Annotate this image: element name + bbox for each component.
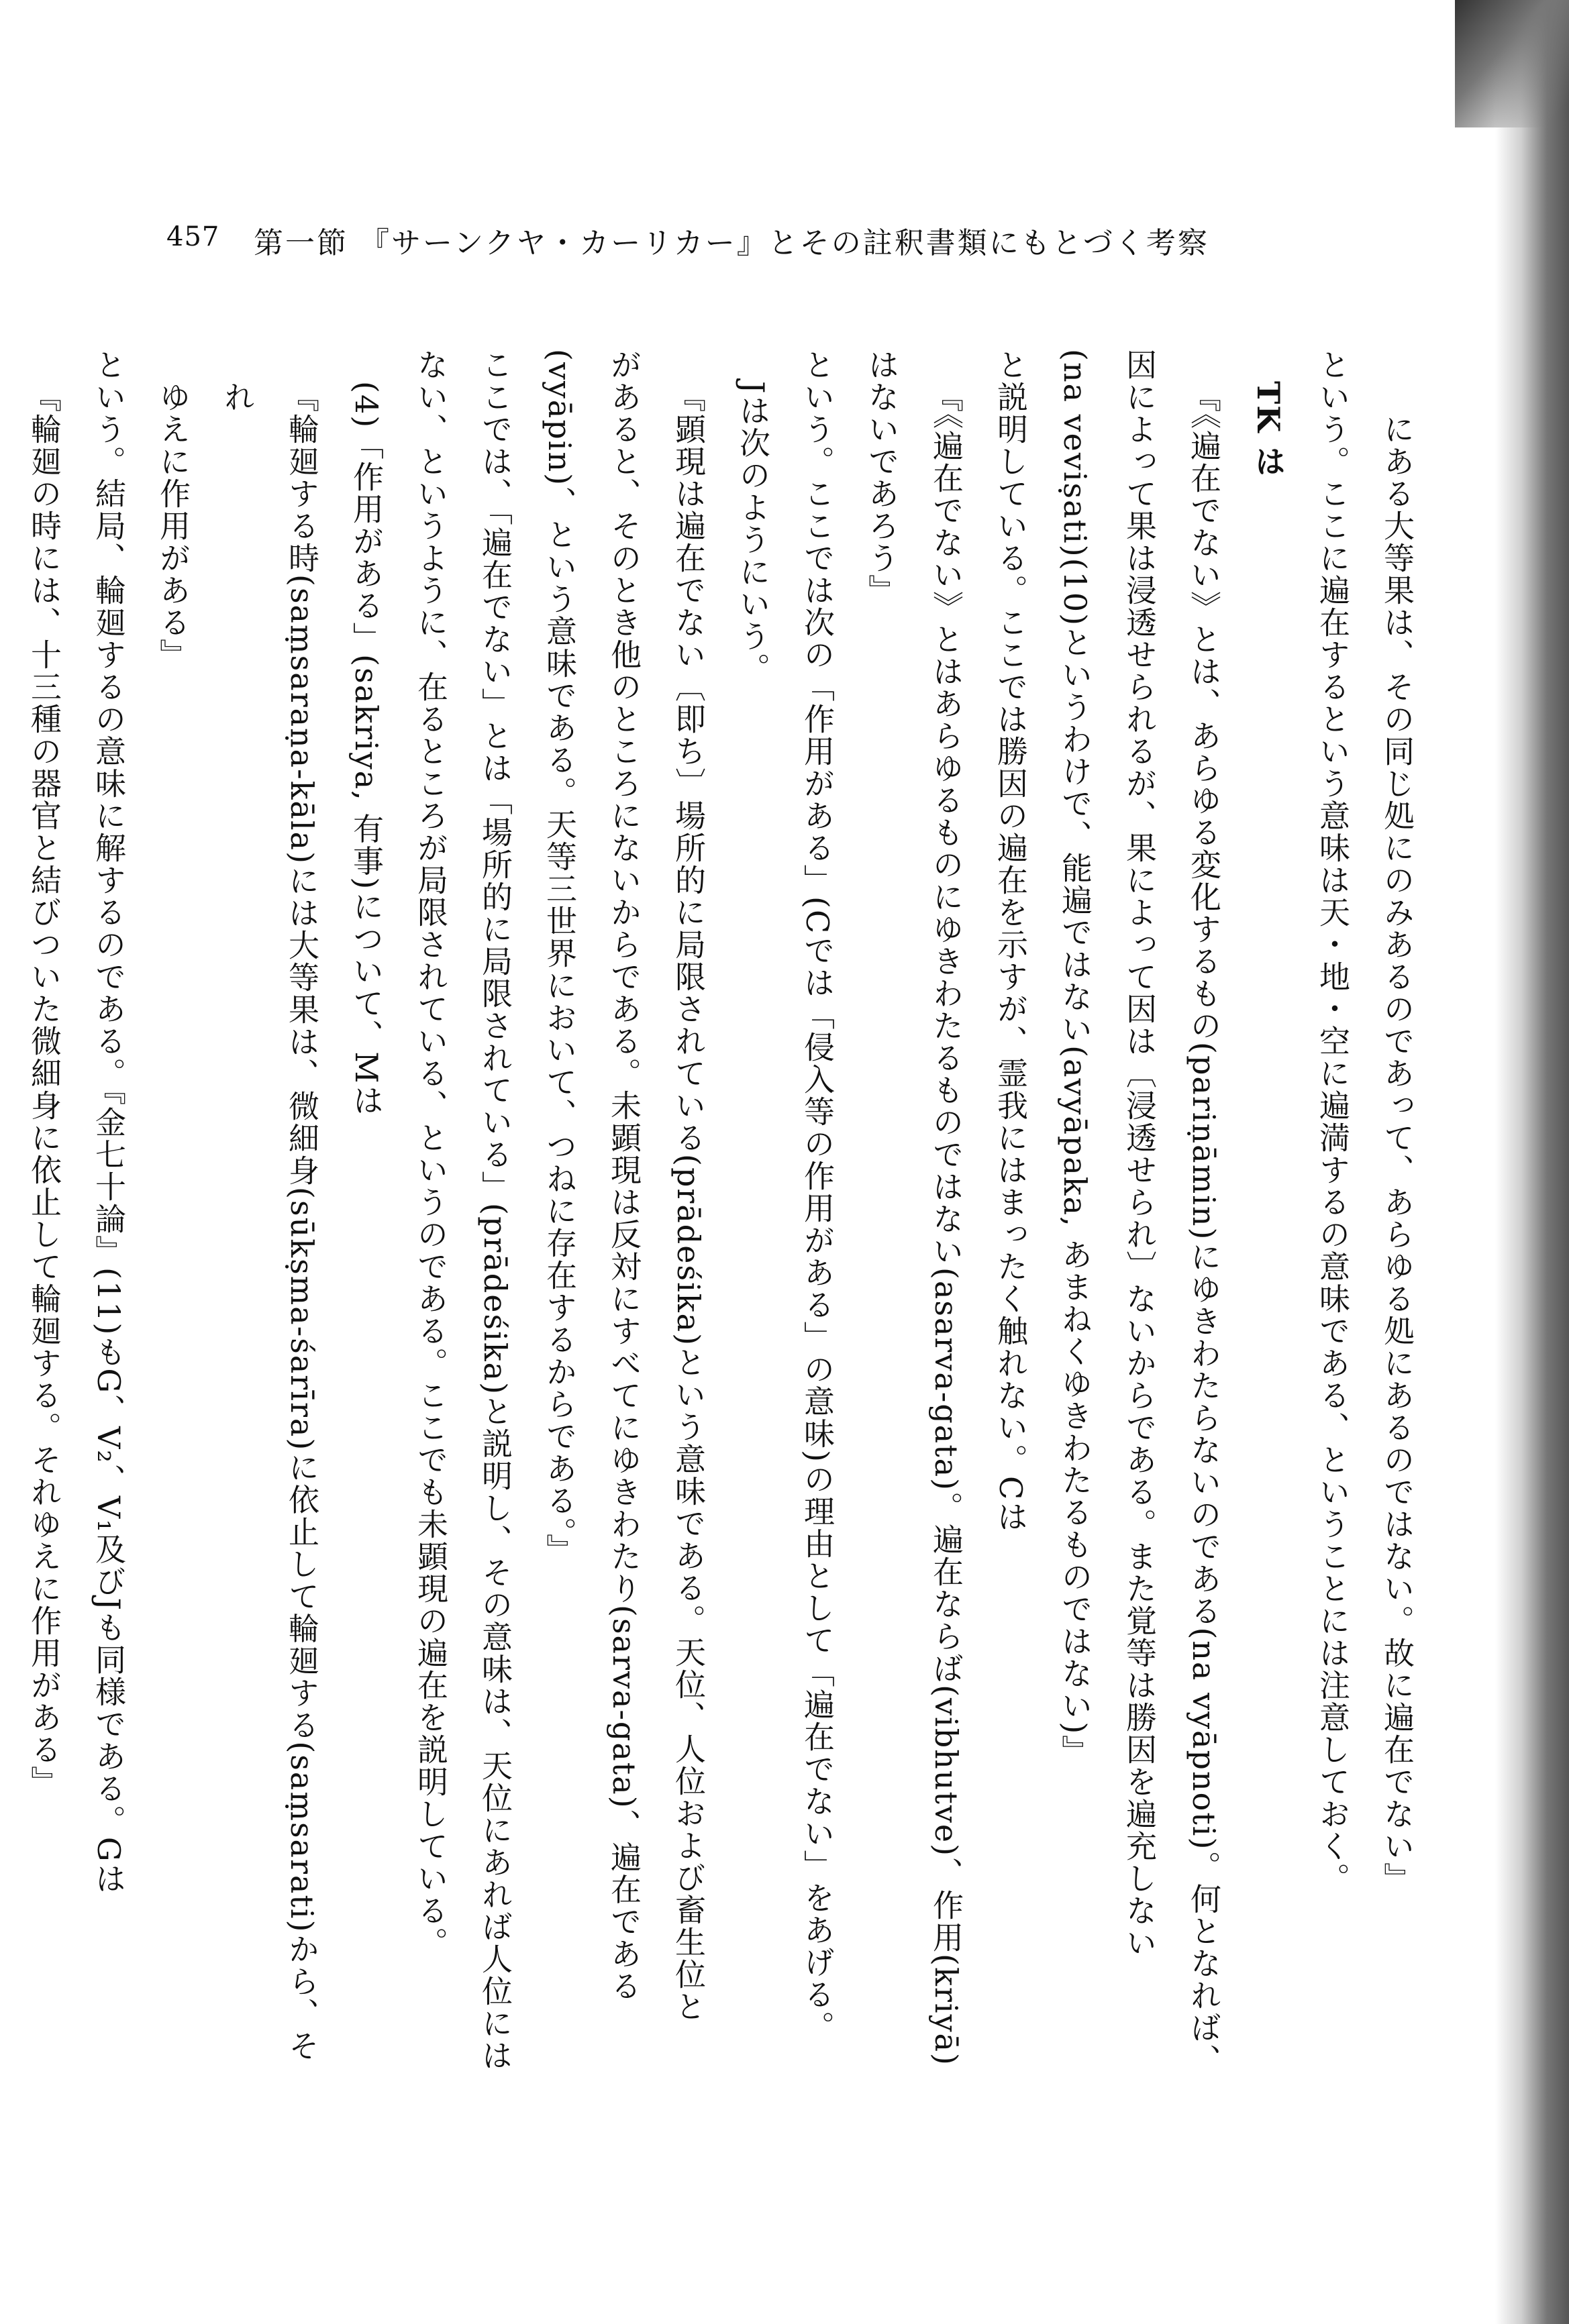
page-number: 457 <box>166 221 220 252</box>
text-line: 『輪廻の時には、十三種の器官と結びついた微細身に依止して輪廻する。それゆえに作用がある』 <box>26 381 62 1798</box>
text-line: ゆえに作用がある』 <box>155 381 191 671</box>
text-line: 『《遍在でない》とは、あらゆる変化するもの(pariṇāmin)にゆきわたらないのである(na vyāpnoti)。何となれば、 <box>1186 381 1222 2076</box>
text-line: Jは次のようにいう。 <box>735 381 771 685</box>
text-line: TK は <box>1250 381 1286 478</box>
text-line: (4)「作用がある」(sakriya, 有事)について、Mは <box>348 381 385 1117</box>
text-line: があると、そのとき他のところにないからである。未顕現は反対にすべてにゆきわたり(sarva-gata)、遍在である <box>606 349 642 2003</box>
text-line <box>0 349 12 2093</box>
text-line: という。ここに遍在するという意味は天・地・空に遍満するの意味である、ということには注意しておく。 <box>1315 349 1351 1895</box>
vertical-body-text <box>26 349 1429 2093</box>
running-head: 第一節 『サーンクヤ・カーリカー』とその註釈書類にもとづく考察 <box>254 226 1209 260</box>
text-line: 『顕現は遍在でない〔即ち〕場所的に局限されている(prādeśika)という意味である。天位、人位および畜生位と <box>670 381 707 2023</box>
text-line: ここでは、「遍在でない」とは「場所的に局限されている」(prādeśika)と説明し、その意味は、天位にあれば人位には <box>477 349 513 2072</box>
text-line: 『輪廻する時(saṃsaraṇa-kāla)には大等果は、微細身(sūkṣma-śarīra)に依止して輪廻する(saṃsarati)から、それ <box>219 381 320 2062</box>
text-line: ない、というように、在るところが局限されている、というのである。ここでも未顕現の遍在を説明している。 <box>413 349 449 1959</box>
scan-shadow-corner <box>1455 0 1569 127</box>
text-line: はないであろう』 <box>864 349 900 606</box>
scan-shadow-edge <box>1495 0 1569 2324</box>
text-line: にある大等果は、その同じ処にのみあるのであって、あらゆる処にあるのではない。故に遍在でない』 <box>1379 413 1415 1895</box>
text-line: (vyāpin)、という意味である。天等三世界において、つねに存在するからである。』 <box>542 349 578 1567</box>
text-line: 因によって果は浸透せられるが、果によって因は〔浸透せられ〕ないからである。また覚等は勝因を遍充しない <box>1121 349 1158 1959</box>
text-line: という。ここでは次の「作用がある」(Cでは「侵入等の作用がある」の意味)の理由として「遍在でない」をあげる。 <box>799 349 836 2044</box>
text-line: という。結局、輪廻するの意味に解するのである。『金七十論』(11)もG、V₂、V₁及びJも同様である。Gは <box>91 349 127 1895</box>
text-line: 『《遍在でない》とはあらゆるものにゆきわたるものではない(asarva-gata)。遍在ならば(vibhutve)、作用(kriyā) <box>928 381 964 2066</box>
text-line: (na veviṣati)(10)というわけで、能遍ではない(avyāpaka, あまねくゆきわたるものではない)』 <box>1057 349 1093 1768</box>
text-line: と説明している。ここでは勝因の遍在を示すが、霊我にはまったく触れない。Cは <box>993 349 1029 1534</box>
